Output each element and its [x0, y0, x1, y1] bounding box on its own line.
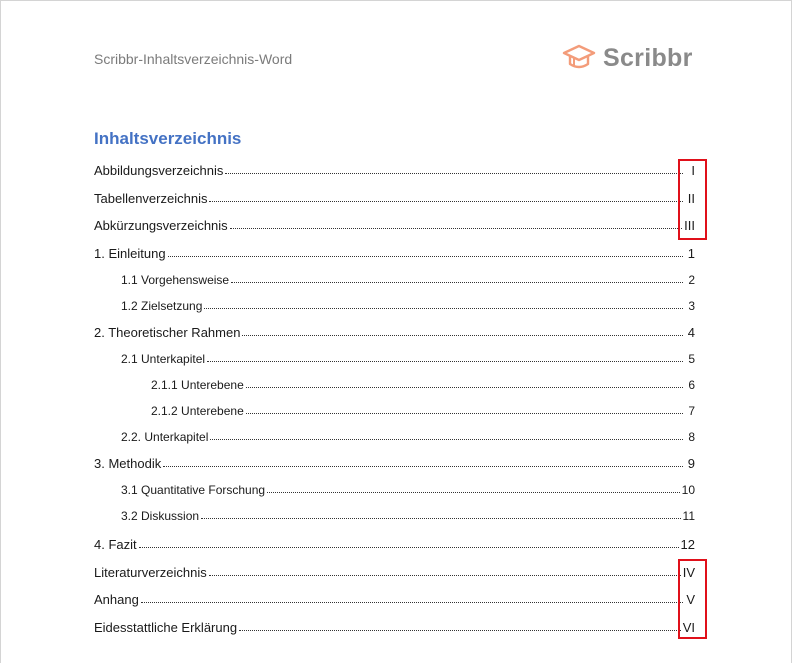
dot-leader	[163, 465, 683, 467]
toc-heading: Inhaltsverzeichnis	[94, 129, 242, 148]
toc-entry-page: III	[684, 218, 695, 233]
dot-leader	[267, 491, 680, 493]
toc-entry-label: Abkürzungsverzeichnis	[94, 218, 228, 233]
toc-entry-page: 3	[688, 299, 695, 313]
toc-entry-label: Eidesstattliche Erklärung	[94, 620, 238, 635]
toc-entry-label: 2.2. Unterkapitel	[121, 430, 209, 444]
dot-leader	[201, 517, 680, 519]
toc-entry-label: 2.1.1 Unterebene	[151, 378, 244, 392]
toc-entry-label: 3.1 Quantitative Forschung	[121, 483, 266, 497]
dot-leader	[239, 629, 681, 631]
toc-entry-page: 10	[681, 483, 695, 497]
dot-leader	[141, 601, 683, 603]
graduation-cap-icon	[562, 43, 596, 73]
toc-entry-page: 1	[687, 246, 695, 261]
toc-entry-page: 7	[688, 404, 695, 418]
toc-entry-page: 4	[687, 325, 695, 340]
toc-entry-page: 12	[680, 537, 695, 552]
toc-entry-page: I	[691, 163, 695, 178]
toc-entry-page: 11	[682, 509, 695, 523]
toc-entry[interactable]	[121, 352, 695, 366]
toc-entry-page: VI	[682, 620, 695, 635]
toc-entry[interactable]	[94, 456, 695, 471]
scribbr-logo	[562, 42, 693, 74]
dot-leader	[209, 574, 681, 576]
toc-entry-label: 1.2 Zielsetzung	[121, 299, 203, 313]
toc-entry[interactable]	[121, 299, 695, 313]
toc-entry[interactable]	[94, 218, 695, 233]
toc-entry-page: V	[686, 592, 695, 607]
toc-entry-label: Literaturverzeichnis	[94, 565, 207, 580]
toc-entry-page: 5	[688, 352, 695, 366]
toc-entry[interactable]	[121, 273, 695, 287]
dot-leader	[230, 227, 682, 229]
toc-entry[interactable]	[94, 620, 695, 635]
toc-entry-label: 2.1.2 Unterebene	[151, 404, 244, 418]
toc-entry[interactable]	[121, 483, 695, 497]
toc-entry[interactable]	[94, 325, 695, 340]
toc-entry[interactable]	[94, 163, 695, 178]
dot-leader	[209, 200, 683, 202]
dot-leader	[231, 281, 683, 283]
toc-entry-label: 1.1 Vorgehensweise	[121, 273, 230, 287]
dot-leader	[139, 546, 679, 548]
dot-leader	[246, 412, 683, 414]
toc-entry-page: 2	[688, 273, 695, 287]
toc-entry-page: IV	[682, 565, 695, 580]
document-header-title: Scribbr-Inhaltsverzeichnis-Word	[94, 51, 293, 67]
dot-leader	[207, 360, 683, 362]
toc-entry-label: 3. Methodik	[94, 456, 162, 471]
toc-entry[interactable]	[94, 537, 695, 552]
toc-entry-label: 2. Theoretischer Rahmen	[94, 325, 241, 340]
dot-leader	[168, 255, 683, 257]
toc-entry[interactable]	[94, 565, 695, 580]
toc-entry-label: 3.2 Diskussion	[121, 509, 200, 523]
dot-leader	[225, 172, 683, 174]
roman-pages-highlight-top	[678, 159, 707, 240]
toc-entry-label: 1. Einleitung	[94, 246, 166, 261]
logo-wordmark: Scribbr	[603, 43, 693, 72]
toc-entry[interactable]	[151, 404, 695, 418]
toc-entry-page: 9	[687, 456, 695, 471]
toc-entry-label: Tabellenverzeichnis	[94, 191, 208, 206]
toc-entry[interactable]	[121, 509, 695, 523]
dot-leader	[204, 307, 683, 309]
toc-entry-page: 6	[688, 378, 695, 392]
dot-leader	[210, 438, 683, 440]
toc-entry-label: 4. Fazit	[94, 537, 137, 552]
roman-pages-highlight-bottom	[678, 559, 707, 639]
toc-entry[interactable]	[94, 592, 695, 607]
toc-entry[interactable]	[151, 378, 695, 392]
toc-entry-label: Anhang	[94, 592, 139, 607]
dot-leader	[246, 386, 683, 388]
toc-entry[interactable]	[94, 246, 695, 261]
toc-entry-label: Abbildungsverzeichnis	[94, 163, 224, 178]
dot-leader	[242, 334, 683, 336]
toc-entry-label: 2.1 Unterkapitel	[121, 352, 206, 366]
toc-entry[interactable]	[94, 191, 695, 206]
toc-entry-page: 8	[688, 430, 695, 444]
toc-entry[interactable]	[121, 430, 695, 444]
toc-entry-page: II	[687, 191, 695, 206]
